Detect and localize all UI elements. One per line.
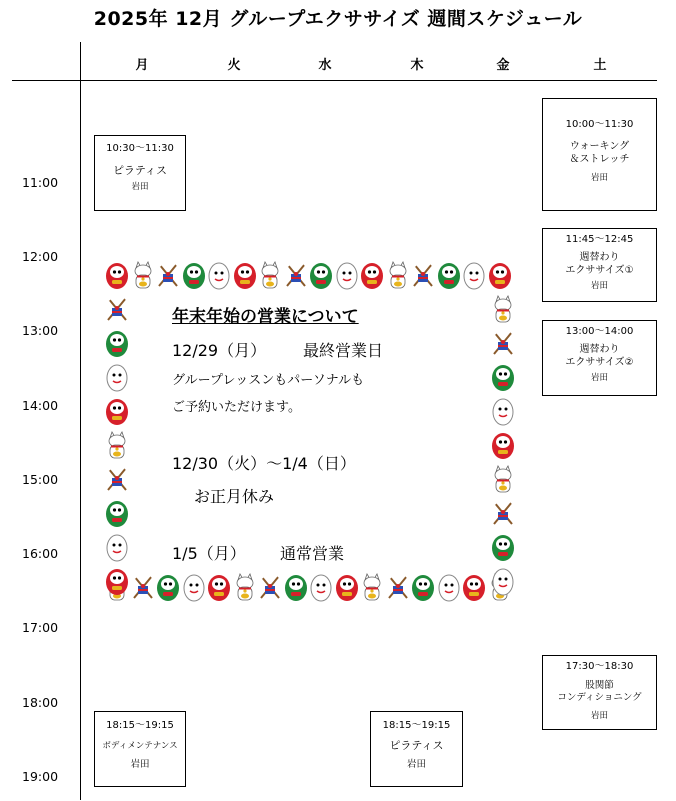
- notice-line-2: グループレッスンもパーソナルも: [172, 373, 365, 388]
- class-instructor: 岩田: [130, 758, 150, 770]
- day-fri: 金: [496, 58, 510, 73]
- daruma-white-icon: [334, 260, 360, 290]
- class-instructor: 岩田: [590, 172, 608, 183]
- daruma-green-icon: [104, 328, 130, 358]
- time-label: 18:00: [22, 695, 59, 710]
- maneki-neko-icon: [257, 260, 283, 290]
- daruma-red-icon: [232, 260, 258, 290]
- class-card-mon-body[interactable]: [94, 711, 186, 787]
- daruma-green-icon: [283, 572, 309, 602]
- daruma-red-icon: [490, 430, 516, 460]
- class-instructor: 岩田: [131, 182, 149, 193]
- class-name: ウォーキング ＆ストレッチ: [569, 140, 630, 165]
- class-name: 股関節 コンディショニング: [557, 679, 642, 704]
- daruma-red-icon: [206, 572, 232, 602]
- hamaya-arrow-icon: [257, 572, 283, 602]
- daruma-red-icon: [487, 260, 513, 290]
- daruma-green-icon: [308, 260, 334, 290]
- day-tue: 火: [227, 58, 241, 73]
- class-card-mon-pilates[interactable]: [94, 135, 186, 211]
- class-instructor: 岩田: [590, 711, 608, 722]
- notice-line-3: ご予約いただけます。: [172, 400, 301, 415]
- hamaya-arrow-icon: [490, 328, 516, 358]
- page-title: 2025年 12月 グループエクササイズ 週間スケジュール: [93, 8, 583, 30]
- class-name: 週替わり エクササイズ①: [565, 251, 634, 276]
- maneki-neko-icon: [490, 464, 516, 494]
- daruma-white-icon: [490, 566, 516, 596]
- daruma-red-icon: [104, 260, 130, 290]
- class-name: 週替わり エクササイズ②: [565, 343, 634, 368]
- class-card-sat-hip[interactable]: [542, 655, 657, 730]
- class-time: 13:00～14:00: [565, 326, 634, 337]
- daruma-green-icon: [155, 572, 181, 602]
- notice-text-2: お正月休み: [194, 487, 275, 506]
- daruma-red-icon: [461, 572, 487, 602]
- daruma-green-icon: [490, 362, 516, 392]
- daruma-red-icon: [359, 260, 385, 290]
- daruma-white-icon: [490, 396, 516, 426]
- daruma-white-icon: [181, 572, 207, 602]
- hamaya-arrow-icon: [410, 260, 436, 290]
- class-name: ピラティス: [389, 738, 444, 752]
- time-axis-line: [80, 42, 81, 800]
- daruma-red-icon: [104, 396, 130, 426]
- maneki-neko-icon: [130, 260, 156, 290]
- class-card-sat-weekly1[interactable]: [542, 228, 657, 302]
- class-time: 18:15～19:15: [382, 720, 451, 731]
- time-label: 15:00: [22, 472, 59, 487]
- daruma-white-icon: [206, 260, 232, 290]
- day-thu: 木: [410, 58, 424, 73]
- daruma-red-icon: [104, 566, 130, 596]
- maneki-neko-icon: [104, 430, 130, 460]
- daruma-green-icon: [104, 498, 130, 528]
- maneki-neko-icon: [232, 572, 258, 602]
- hamaya-arrow-icon: [490, 498, 516, 528]
- notice-date-2: 12/30（火）～1/4（日）: [172, 454, 356, 473]
- time-label: 16:00: [22, 546, 59, 561]
- year-end-notice: [100, 258, 520, 606]
- notice-heading: 年末年始の営業について: [172, 307, 359, 327]
- notice-date-1: 12/29（月）: [172, 341, 267, 360]
- notice-date-3: 1/5（月）: [172, 544, 246, 563]
- time-label: 17:00: [22, 620, 59, 635]
- class-instructor: 岩田: [406, 759, 426, 771]
- notice-text-3: 通常営業: [280, 544, 345, 563]
- daruma-green-icon: [181, 260, 207, 290]
- header-divider: [12, 80, 657, 81]
- daruma-white-icon: [104, 362, 130, 392]
- class-time: 18:15～19:15: [106, 720, 174, 731]
- time-label: 12:00: [22, 249, 59, 264]
- time-label: 11:00: [22, 175, 59, 190]
- class-name: ピラティス: [112, 163, 168, 177]
- daruma-white-icon: [104, 532, 130, 562]
- daruma-red-icon: [334, 572, 360, 602]
- time-label: 19:00: [22, 769, 59, 784]
- class-card-thu-pilates[interactable]: [370, 711, 463, 787]
- class-instructor: 岩田: [590, 280, 608, 291]
- hamaya-arrow-icon: [130, 572, 156, 602]
- class-time: 10:30～11:30: [106, 143, 174, 154]
- class-name: ボディメンテナンス: [102, 740, 178, 751]
- class-time: 17:30～18:30: [565, 661, 634, 672]
- maneki-neko-icon: [359, 572, 385, 602]
- class-instructor: 岩田: [590, 372, 608, 383]
- daruma-white-icon: [308, 572, 334, 602]
- daruma-green-icon: [490, 532, 516, 562]
- maneki-neko-icon: [385, 260, 411, 290]
- notice-text-1: 最終営業日: [303, 341, 384, 360]
- hamaya-arrow-icon: [104, 464, 130, 494]
- maneki-neko-icon: [490, 294, 516, 324]
- class-card-sat-weekly2[interactable]: [542, 320, 657, 396]
- time-label: 13:00: [22, 323, 59, 338]
- class-card-sat-walking[interactable]: [542, 98, 657, 211]
- hamaya-arrow-icon: [385, 572, 411, 602]
- hamaya-arrow-icon: [155, 260, 181, 290]
- time-label: 14:00: [22, 398, 59, 413]
- day-sat: 土: [593, 58, 607, 73]
- class-time: 10:00～11:30: [565, 119, 634, 130]
- daruma-white-icon: [461, 260, 487, 290]
- daruma-white-icon: [436, 572, 462, 602]
- daruma-green-icon: [410, 572, 436, 602]
- hamaya-arrow-icon: [283, 260, 309, 290]
- daruma-green-icon: [436, 260, 462, 290]
- class-time: 11:45～12:45: [565, 234, 634, 245]
- day-mon: 月: [135, 58, 149, 73]
- hamaya-arrow-icon: [104, 294, 130, 324]
- day-wed: 水: [318, 58, 332, 73]
